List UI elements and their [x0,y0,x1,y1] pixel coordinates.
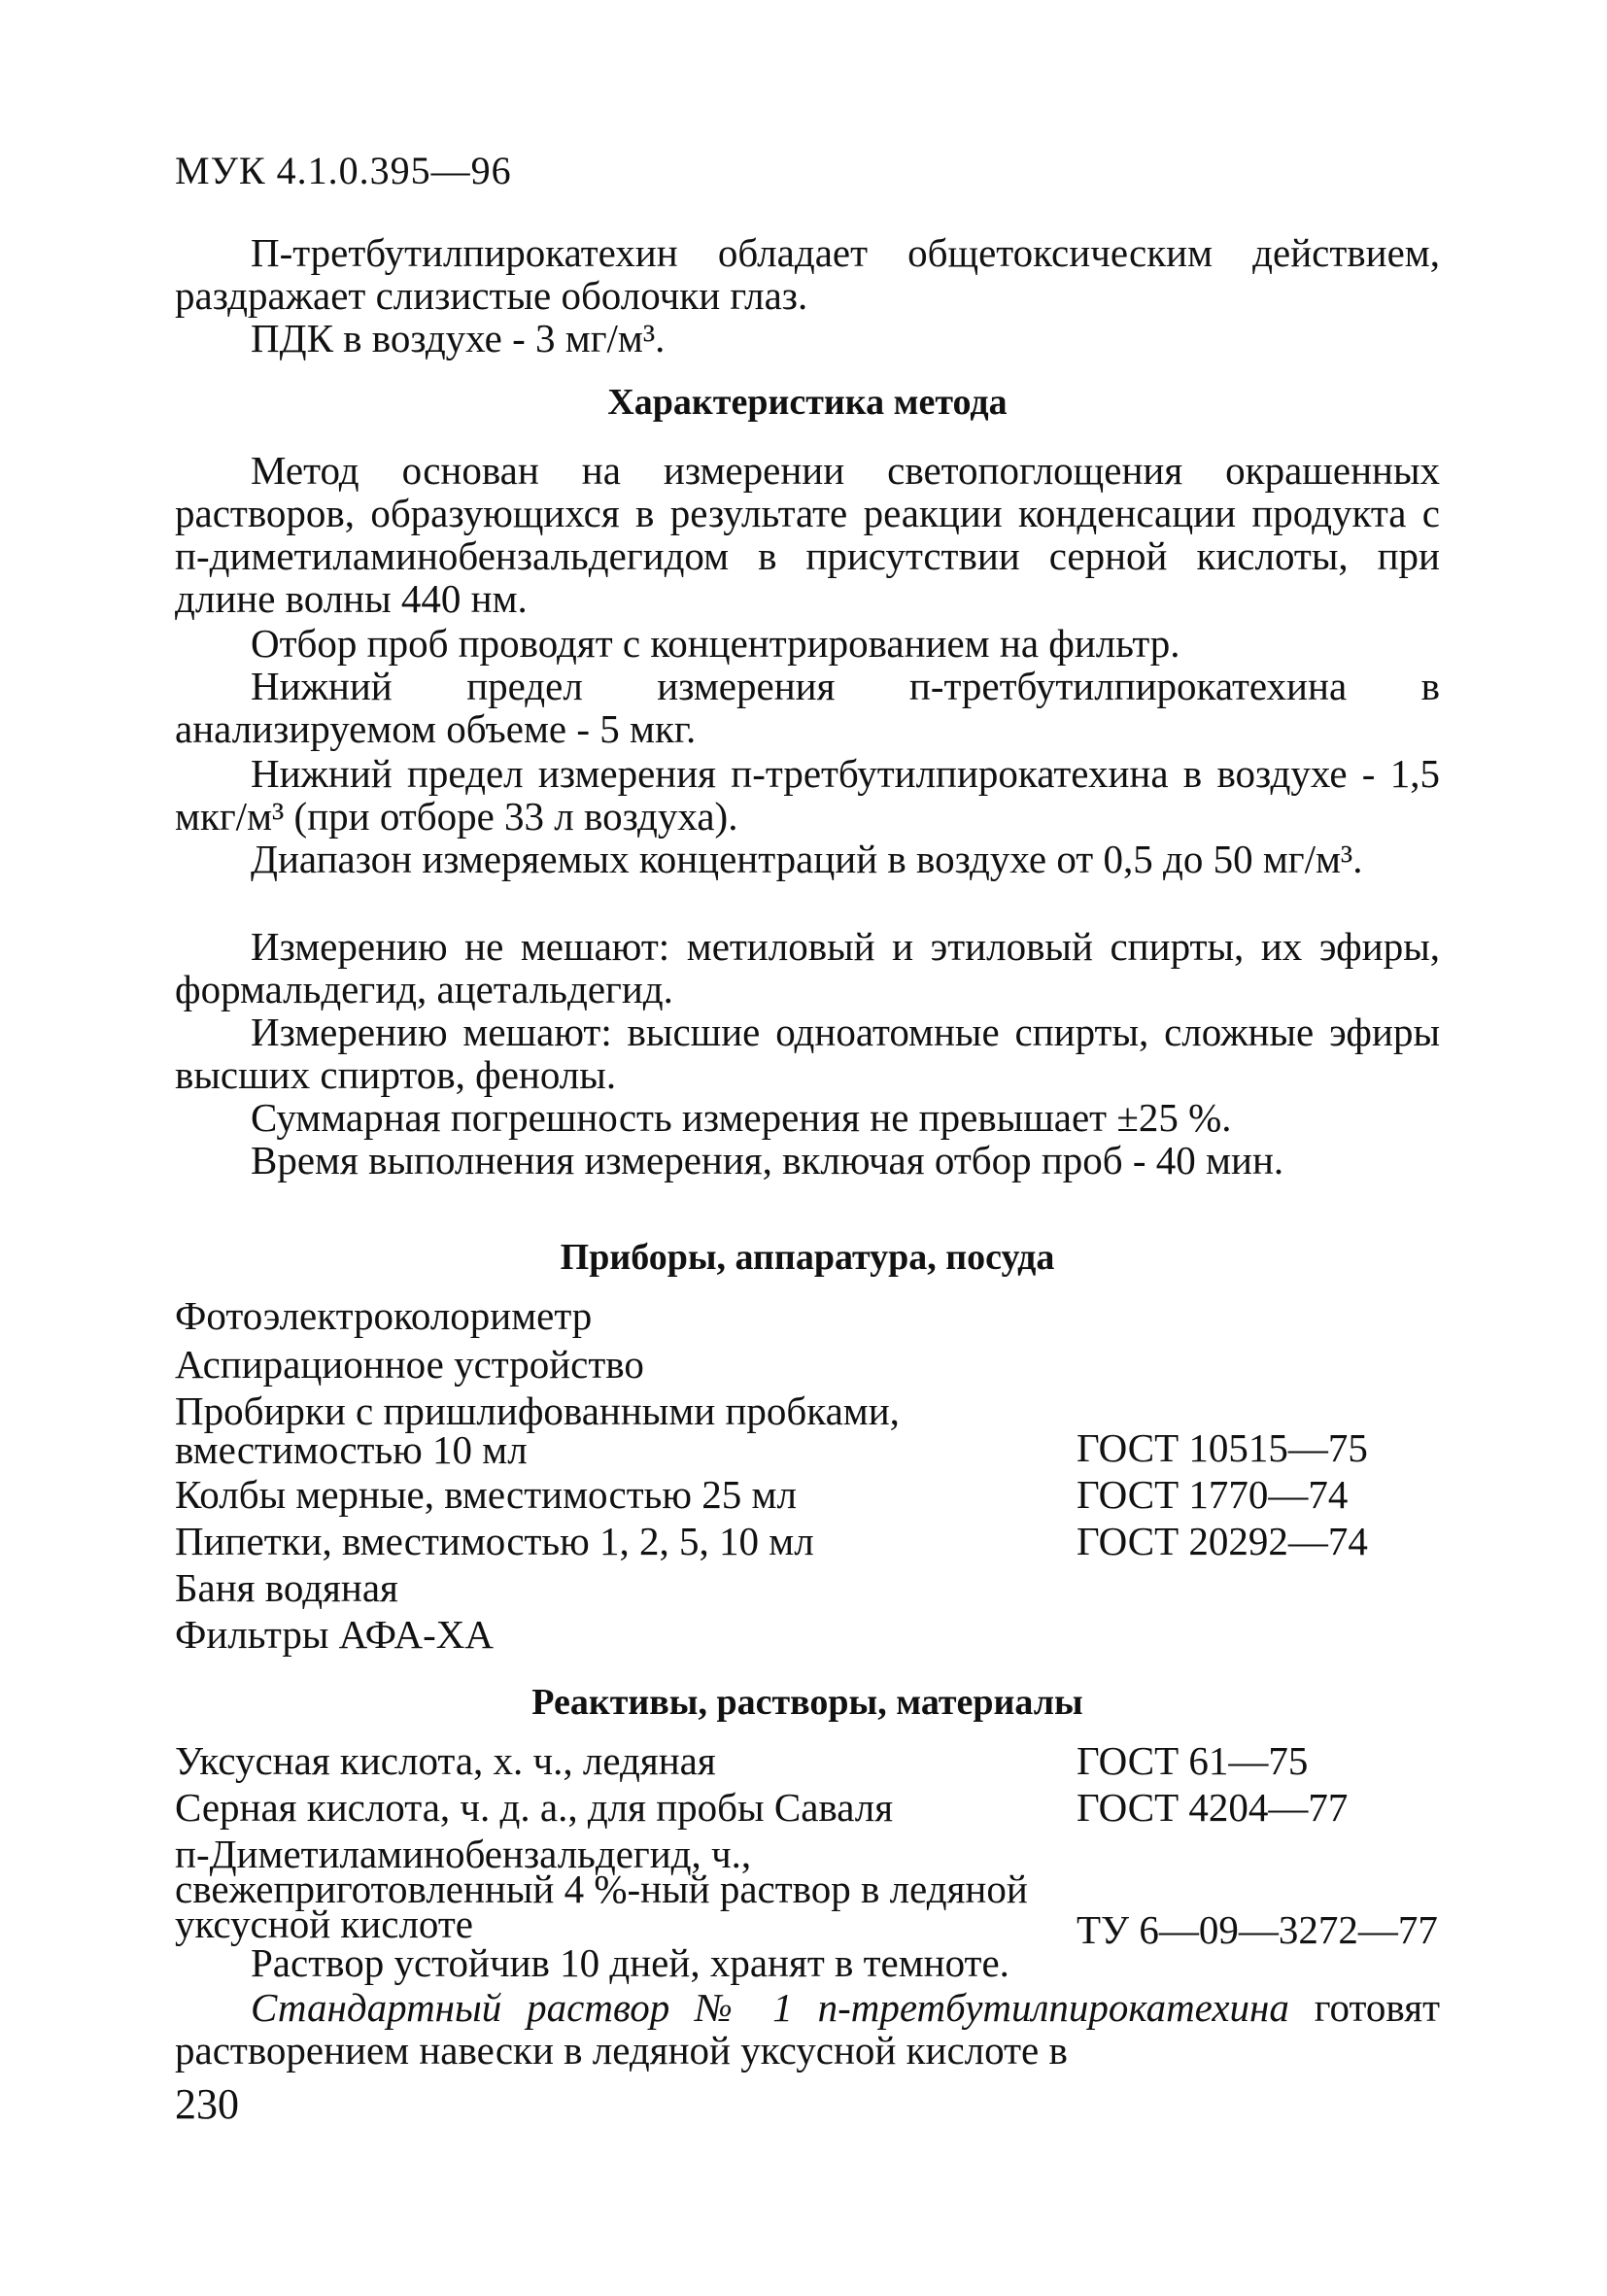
intro-paragraph: П-третбутилпирокатехин обладает общетоксическим действием, раздражает слизистые оболочки глаз. [175,230,1440,318]
equipment-name: Пробирки с пришлифованными пробками, вместимостью 10 мл [175,1388,900,1472]
method-paragraph: Измерению не мешают: метиловый и этиловый спирты, их эфиры, формальдегид, ацетальдегид. [175,924,1440,1011]
method-paragraph: Время выполнения измерения, включая отбор проб - 40 мин. [251,1138,1284,1182]
reagent-gost: ГОСТ 61—75 [1077,1738,1309,1783]
method-paragraph: Диапазон измеряемых концентраций в воздухе от 0,5 до 50 мг/м³. [251,837,1363,881]
reagent-name: Уксусная кислота, х. ч., ледяная [175,1738,716,1783]
equipment-name: Пипетки, вместимостью 1, 2, 5, 10 мл [175,1519,814,1563]
method-paragraph: Нижний предел измерения п-третбутилпирокатехина в анализируемом объеме - 5 мкг. [175,664,1440,751]
reagent-gost: ГОСТ 4204—77 [1077,1785,1349,1830]
standard-solution-paragraph [175,1986,1440,2072]
method-paragraph: Отбор проб проводят с концентрированием на фильтр. [251,621,1180,666]
standard-solution-title: Стандартный раствор № 1 п-третбутилпирокатехина [251,1985,1289,2030]
section-title-method: Характеристика метода [607,382,1008,423]
reagent-note: Раствор устойчив 10 дней, хранят в темноте. [251,1940,1009,1985]
document-code-header: МУК 4.1.0.395—96 [175,149,512,192]
intro-pdk: ПДК в воздухе - 3 мг/м³. [251,316,666,360]
section-title-reagents: Реактивы, растворы, материалы [531,1682,1083,1723]
section-title-equipment: Приборы, аппаратура, посуда [560,1237,1055,1278]
page-number: 230 [175,2080,239,2128]
equipment-name: Фотоэлектроколориметр [175,1293,593,1338]
standard-solution-text: готовят растворением навески в ледяной уксусной кислоте в [175,1985,1440,2073]
method-paragraph: Нижний предел измерения п-третбутилпирокатехина в воздухе - 1,5 мкг/м³ (при отборе 33 л воздуха). [175,751,1440,839]
equipment-name: Колбы мерные, вместимостью 25 мл [175,1472,797,1517]
method-paragraph: Суммарная погрешность измерения не превышает ±25 %. [251,1095,1232,1140]
reagent-name: Серная кислота, ч. д. а., для пробы Саваля [175,1785,894,1830]
equipment-name: Аспирационное устройство [175,1342,644,1387]
equipment-name: Фильтры АФА-ХА [175,1612,494,1657]
equipment-gost: ГОСТ 1770—74 [1077,1472,1349,1517]
reagent-gost: ТУ 6—09—3272—77 [1077,1907,1438,1952]
method-paragraph: Метод основан на измерении светопоглощения окрашенных растворов, образующихся в результате реакции конденсации продукта с п-диметиламинобензальдегидом в присутствии серной кислоты, при длине волны 440 нм. [175,448,1440,621]
reagent-name: п-Диметиламинобензальдегид, ч., свежеприготовленный 4 %-ный раствор в ледяной уксусной кислоте [175,1832,1028,1946]
equipment-gost: ГОСТ 10515—75 [1077,1425,1368,1470]
method-paragraph: Измерению мешают: высшие одноатомные спирты, сложные эфиры высших спиртов, фенолы. [175,1010,1440,1097]
equipment-name: Баня водяная [175,1565,398,1610]
equipment-gost: ГОСТ 20292—74 [1077,1519,1368,1563]
